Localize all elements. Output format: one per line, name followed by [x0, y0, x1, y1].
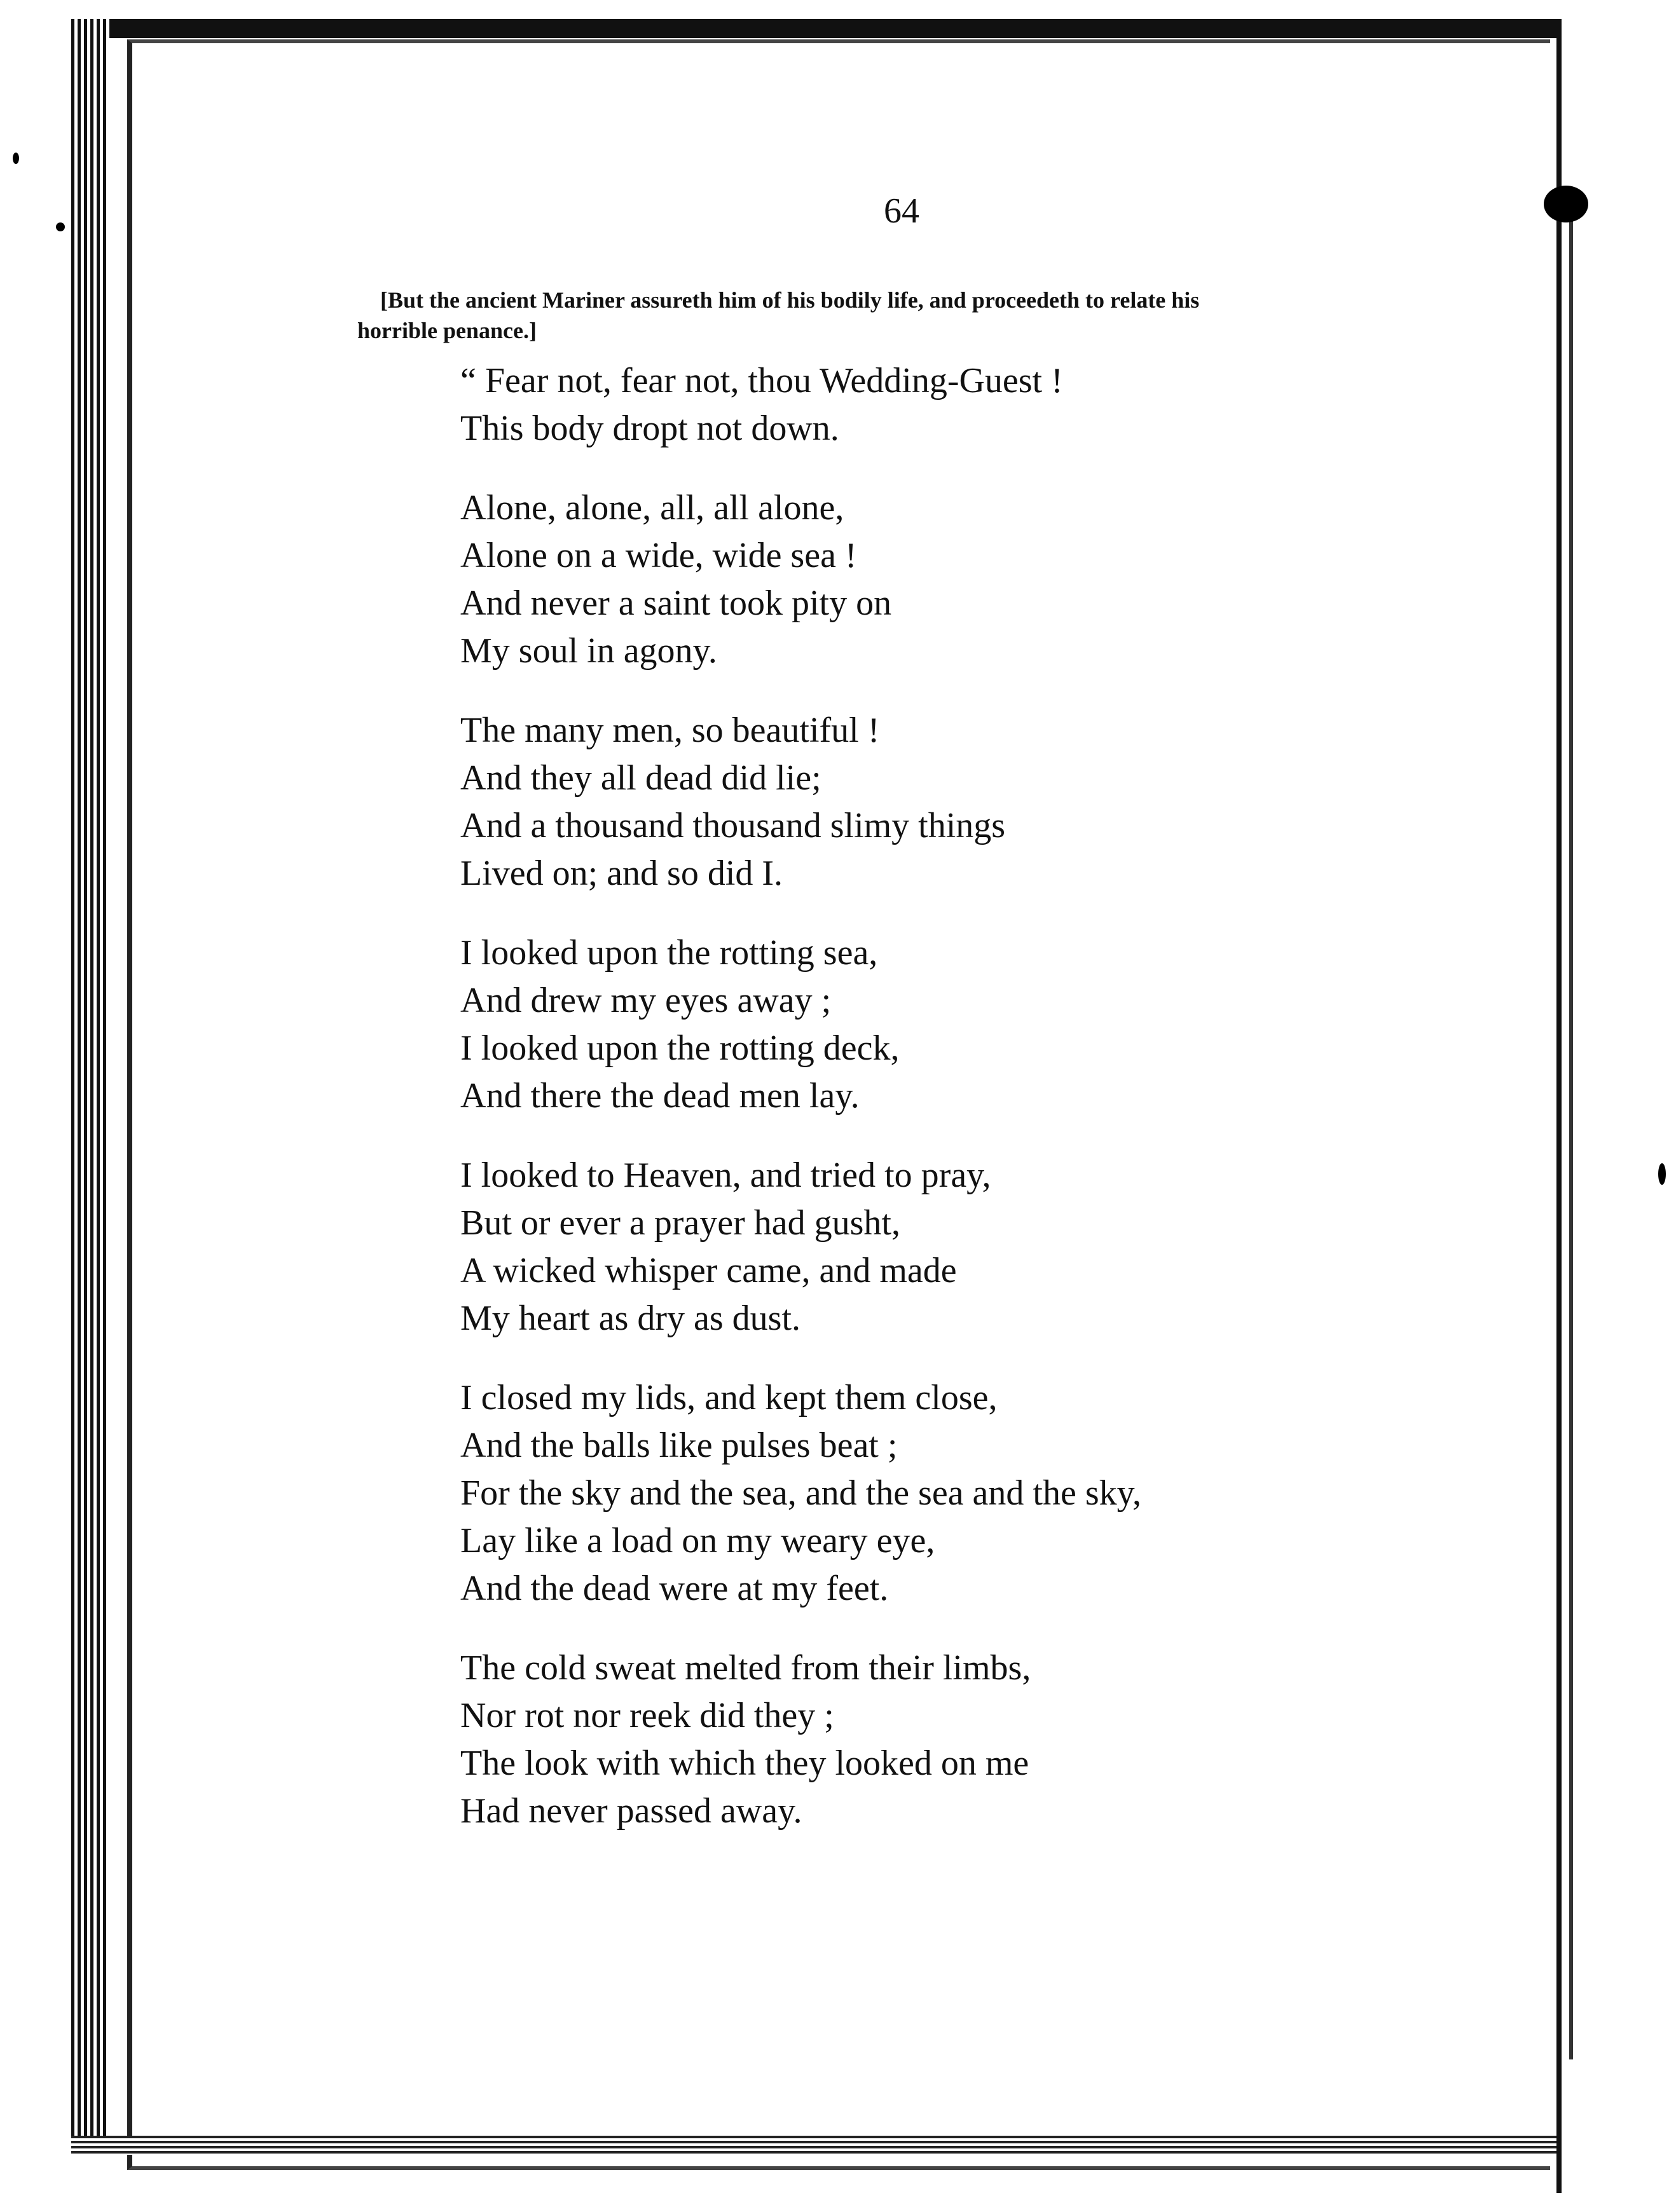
verse-line: My soul in agony.: [460, 631, 717, 671]
verse-line: This body dropt not down.: [460, 409, 839, 448]
verse-line: And there the dead men lay.: [460, 1076, 860, 1116]
ink-speck: [56, 222, 65, 231]
verse-line: Lived on; and so did I.: [460, 854, 783, 893]
verse-line: I closed my lids, and kept them close,: [460, 1378, 998, 1417]
book-bottom-edge: [71, 2136, 1562, 2155]
book-top-edge: [71, 19, 1559, 38]
verse-line: Alone, alone, all, all alone,: [460, 488, 844, 528]
verse-line: A wicked whisper came, and made: [460, 1251, 957, 1290]
verse-line: The many men, so beautiful !: [460, 711, 880, 750]
poem-text: [460, 357, 1414, 1867]
verse-line: Nor rot nor reek did they ;: [460, 1696, 834, 1735]
gutter-line: [1556, 19, 1562, 2193]
verse-line: Alone on a wide, wide sea !: [460, 536, 857, 575]
stanza: [460, 929, 1414, 1120]
verse-line: And drew my eyes away ;: [460, 981, 832, 1020]
verse-line: The look with which they looked on me: [460, 1744, 1029, 1783]
verse-line: I looked to Heaven, and tried to pray,: [460, 1156, 991, 1195]
stanza: [460, 707, 1414, 898]
verse-line: And a thousand thousand slimy things: [460, 806, 1006, 845]
stanza: [460, 357, 1414, 453]
gloss-line: horrible penance.]: [357, 318, 537, 343]
verse-line: And the dead were at my feet.: [460, 1569, 889, 1608]
verse-line: But or ever a prayer had gusht,: [460, 1203, 900, 1243]
book-left-edge: [71, 19, 109, 2136]
ink-blot: [1544, 186, 1588, 222]
verse-line: And they all dead did lie;: [460, 758, 821, 798]
verse-line: The cold sweat melted from their limbs,: [460, 1648, 1031, 1688]
stanza: [460, 484, 1414, 675]
stanza: [460, 1152, 1414, 1342]
verse-line: For the sky and the sea, and the sea and the sky,: [460, 1473, 1141, 1513]
verse-line: And never a saint took pity on: [460, 584, 892, 623]
verse-line: I looked upon the rotting sea,: [460, 933, 878, 973]
stanza: [460, 1374, 1414, 1613]
ink-speck: [1658, 1163, 1666, 1185]
facing-page-strip: [1577, 19, 1676, 2193]
verse-line: And the balls like pulses beat ;: [460, 1426, 898, 1465]
marginal-gloss: [357, 285, 1436, 346]
gloss-line: [But the ancient Mariner assureth him of his bodily life, and proceedeth to relate his: [380, 287, 1200, 313]
verse-line: Lay like a load on my weary eye,: [460, 1521, 935, 1560]
verse-line: Had never passed away.: [460, 1791, 802, 1831]
verse-line: “ Fear not, fear not, thou Wedding-Guest !: [460, 361, 1063, 400]
verse-line: I looked upon the rotting deck,: [460, 1028, 900, 1068]
verse-line: My heart as dry as dust.: [460, 1299, 801, 1338]
gutter-shadow: [1569, 216, 1573, 2059]
stanza: [460, 1644, 1414, 1835]
page-number: 64: [884, 191, 919, 231]
ink-speck: [13, 153, 19, 164]
